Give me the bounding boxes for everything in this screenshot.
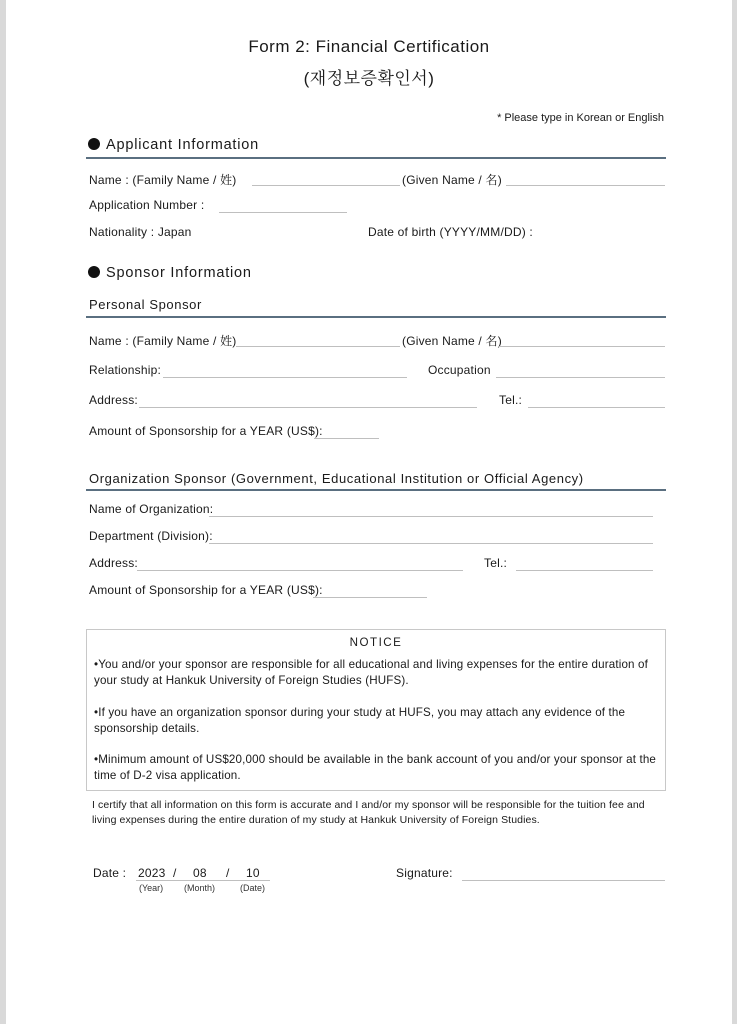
organization-name-label: Name of Organization: bbox=[89, 502, 214, 516]
relationship-field[interactable] bbox=[163, 377, 407, 378]
organization-sponsor-heading: Organization Sponsor (Government, Educational Institution or Official Agency) bbox=[89, 471, 584, 486]
language-note: * Please type in Korean or English bbox=[497, 112, 664, 124]
notice-box bbox=[86, 629, 666, 791]
section-rule bbox=[86, 157, 666, 159]
organization-tel-label: Tel.: bbox=[484, 556, 508, 570]
date-separator: / bbox=[226, 866, 230, 880]
sponsor-heading-text: Sponsor Information bbox=[106, 265, 252, 281]
certification-text: I certify that all information on this form is accurate and I and/or my sponsor will be responsible for the tuition fee and living expenses during the entire duration of my study at Hankuk University of Foreign Studies. bbox=[92, 799, 645, 826]
sponsor-given-name-field[interactable] bbox=[498, 346, 665, 347]
organization-address-label: Address: bbox=[89, 556, 138, 570]
date-underline bbox=[136, 880, 270, 881]
signature-label: Signature: bbox=[396, 866, 453, 880]
sponsor-family-name-field[interactable] bbox=[236, 346, 400, 347]
date-month-value[interactable]: 08 bbox=[193, 866, 207, 880]
applicant-family-name-field[interactable] bbox=[252, 185, 400, 186]
section-rule bbox=[86, 316, 666, 318]
sponsor-tel-field[interactable] bbox=[528, 407, 665, 408]
day-caption: (Date) bbox=[240, 883, 266, 893]
date-separator: / bbox=[173, 866, 177, 880]
applicant-given-name-field[interactable] bbox=[506, 185, 665, 186]
personal-amount-label: Amount of Sponsorship for a YEAR (US$): bbox=[89, 424, 323, 438]
date-day-value[interactable]: 10 bbox=[246, 866, 260, 880]
form-title: Form 2: Financial Certification bbox=[248, 37, 490, 56]
application-number-label: Application Number : bbox=[89, 198, 205, 212]
occupation-label: Occupation bbox=[428, 363, 491, 377]
organization-amount-field[interactable] bbox=[313, 597, 427, 598]
sponsor-family-name-label: Name : (Family Name / 姓) bbox=[89, 334, 237, 348]
bullet-icon bbox=[88, 138, 100, 150]
sponsor-address-label: Address: bbox=[89, 393, 138, 407]
date-label: Date : bbox=[93, 866, 127, 880]
notice-item: •Minimum amount of US$20,000 should be available in the bank account of you and/or your sponsor at the time of D-2 visa application. bbox=[94, 753, 657, 782]
sponsor-tel-label: Tel.: bbox=[499, 393, 523, 407]
occupation-field[interactable] bbox=[496, 377, 665, 378]
form-subtitle: (재정보증확인서) bbox=[303, 69, 435, 88]
month-caption: (Month) bbox=[184, 883, 216, 893]
sponsor-given-name-label: (Given Name / 名) bbox=[402, 334, 502, 348]
form-page bbox=[6, 0, 732, 1024]
notice-title: NOTICE bbox=[349, 636, 403, 649]
personal-amount-field[interactable] bbox=[314, 438, 379, 439]
applicant-family-name-label: Name : (Family Name / 姓) bbox=[89, 173, 237, 187]
application-number-field[interactable] bbox=[219, 212, 347, 213]
sponsor-section-heading bbox=[88, 265, 252, 281]
sponsor-address-field[interactable] bbox=[139, 407, 477, 408]
personal-sponsor-heading: Personal Sponsor bbox=[89, 297, 202, 312]
date-year-value[interactable]: 2023 bbox=[138, 866, 166, 880]
nationality-label: Nationality : Japan bbox=[89, 225, 192, 239]
applicant-heading-text: Applicant Information bbox=[106, 137, 260, 153]
notice-item: •If you have an organization sponsor during your study at HUFS, you may attach any evidence of the sponsorship details. bbox=[94, 706, 626, 735]
department-label: Department (Division): bbox=[89, 529, 213, 543]
organization-amount-label: Amount of Sponsorship for a YEAR (US$): bbox=[89, 583, 323, 597]
applicant-given-name-label: (Given Name / 名) bbox=[402, 173, 502, 187]
notice-item: •You and/or your sponsor are responsible for all educational and living expenses for the entire duration of your study at Hankuk University of Foreign Studies (HUFS). bbox=[94, 658, 648, 687]
organization-name-field[interactable] bbox=[209, 516, 653, 517]
signature-field[interactable] bbox=[462, 880, 665, 881]
applicant-section-heading bbox=[88, 137, 259, 153]
department-field[interactable] bbox=[209, 543, 653, 544]
year-caption: (Year) bbox=[139, 883, 164, 893]
bullet-icon bbox=[88, 266, 100, 278]
organization-tel-field[interactable] bbox=[516, 570, 653, 571]
section-rule bbox=[86, 489, 666, 491]
date-of-birth-label: Date of birth (YYYY/MM/DD) : bbox=[368, 225, 533, 239]
organization-address-field[interactable] bbox=[137, 570, 463, 571]
relationship-label: Relationship: bbox=[89, 363, 161, 377]
